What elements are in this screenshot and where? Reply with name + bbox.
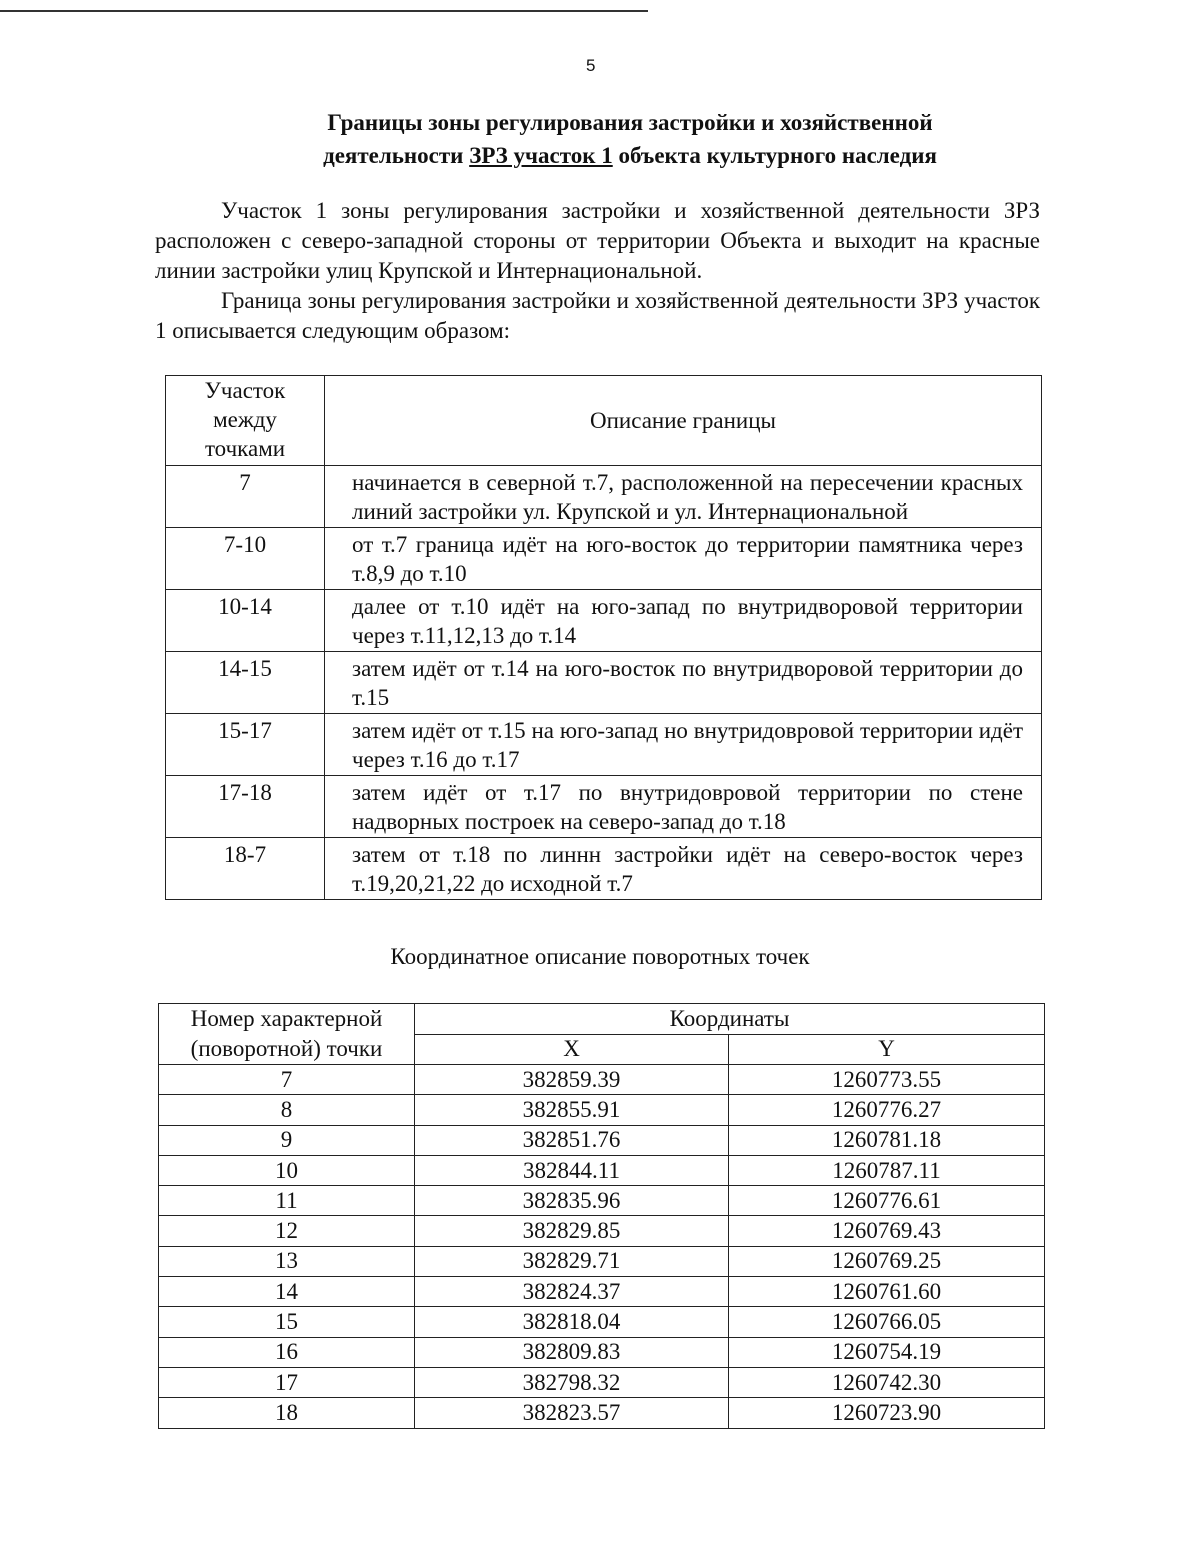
x-coordinate-cell: 382844.11 xyxy=(415,1155,729,1185)
table-row xyxy=(159,1398,1045,1428)
document-title xyxy=(150,106,1110,172)
x-coordinate-cell: 382829.85 xyxy=(415,1216,729,1246)
y-coordinate-cell: 1260766.05 xyxy=(729,1307,1045,1337)
table-row xyxy=(159,1367,1045,1397)
y-coordinate-cell: 1260742.30 xyxy=(729,1367,1045,1397)
table-row xyxy=(166,528,1042,590)
point-number-cell: 16 xyxy=(159,1337,415,1367)
table-row xyxy=(159,1307,1045,1337)
section-cell: 14-15 xyxy=(166,652,325,714)
section-cell: 7-10 xyxy=(166,528,325,590)
y-coordinate-cell: 1260754.19 xyxy=(729,1337,1045,1367)
point-number-cell: 8 xyxy=(159,1095,415,1125)
description-cell: начинается в северной т.7, расположенной на пересечении красных линий застройки ул. Крупской и ул. Интернациональной xyxy=(325,466,1042,528)
section-cell: 15-17 xyxy=(166,714,325,776)
coordinates-caption: Координатное описание поворотных точек xyxy=(390,944,810,969)
paragraph-location: Участок 1 зоны регулирования застройки и хозяйственной деятельности ЗРЗ расположен с северо-западной стороны от территории Объекта и выходит на красные линии застройки улиц Крупской и Интернациональной. xyxy=(155,198,1040,283)
header-section-line: точками xyxy=(204,436,286,461)
table-row xyxy=(166,590,1042,652)
section-cell: 10-14 xyxy=(166,590,325,652)
coordinates-table xyxy=(158,1003,1045,1429)
x-coordinate-cell: 382855.91 xyxy=(415,1095,729,1125)
header-boundary-description: Описание границы xyxy=(325,376,1042,466)
x-coordinate-cell: 382818.04 xyxy=(415,1307,729,1337)
header-y: Y xyxy=(729,1034,1045,1065)
point-number-cell: 18 xyxy=(159,1398,415,1428)
coordinates-body xyxy=(159,1065,1045,1429)
page-number: 5 xyxy=(586,56,596,75)
y-coordinate-cell: 1260769.43 xyxy=(729,1216,1045,1246)
point-number-cell: 14 xyxy=(159,1277,415,1307)
table-row xyxy=(166,776,1042,838)
table-row xyxy=(159,1155,1045,1185)
title-line-2 xyxy=(150,139,1110,172)
table-row xyxy=(166,714,1042,776)
x-coordinate-cell: 382851.76 xyxy=(415,1125,729,1155)
y-coordinate-cell: 1260761.60 xyxy=(729,1277,1045,1307)
title-underlined-zone: ЗРЗ участок 1 xyxy=(469,143,613,168)
point-number-cell: 10 xyxy=(159,1155,415,1185)
table-row xyxy=(159,1065,1045,1095)
point-number-cell: 9 xyxy=(159,1125,415,1155)
x-coordinate-cell: 382824.37 xyxy=(415,1277,729,1307)
description-cell: от т.7 граница идёт на юго-восток до территории памятника через т.8,9 до т.10 xyxy=(325,528,1042,590)
x-coordinate-cell: 382859.39 xyxy=(415,1065,729,1095)
description-cell: затем идёт от т.14 на юго-восток по внутридворовой территории до т.15 xyxy=(325,652,1042,714)
point-number-cell: 11 xyxy=(159,1186,415,1216)
section-cell: 7 xyxy=(166,466,325,528)
header-point-line-2: (поворотной) точки xyxy=(190,1036,383,1061)
y-coordinate-cell: 1260776.61 xyxy=(729,1186,1045,1216)
header-section-line: между xyxy=(213,407,277,432)
table-row xyxy=(166,838,1042,900)
table-row xyxy=(159,1277,1045,1307)
x-coordinate-cell: 382835.96 xyxy=(415,1186,729,1216)
header-section-between-points xyxy=(166,376,325,466)
point-number-cell: 13 xyxy=(159,1246,415,1276)
table-row xyxy=(159,1125,1045,1155)
header-x: X xyxy=(415,1034,729,1065)
header-section-line: Участок xyxy=(204,378,286,403)
y-coordinate-cell: 1260776.27 xyxy=(729,1095,1045,1125)
title-line-1: Границы зоны регулирования застройки и хозяйственной xyxy=(327,110,933,135)
x-coordinate-cell: 382798.32 xyxy=(415,1367,729,1397)
table-row xyxy=(159,1186,1045,1216)
point-number-cell: 15 xyxy=(159,1307,415,1337)
y-coordinate-cell: 1260787.11 xyxy=(729,1155,1045,1185)
header-point-number xyxy=(159,1004,415,1065)
point-number-cell: 12 xyxy=(159,1216,415,1246)
description-cell: затем идёт от т.17 по внутридовровой территории по стене надворных построек на северо-запад до т.18 xyxy=(325,776,1042,838)
x-coordinate-cell: 382809.83 xyxy=(415,1337,729,1367)
point-number-cell: 17 xyxy=(159,1367,415,1397)
y-coordinate-cell: 1260781.18 xyxy=(729,1125,1045,1155)
title-line-2-post: объекта культурного наследия xyxy=(612,143,937,168)
table-row xyxy=(159,1216,1045,1246)
table-row xyxy=(166,466,1042,528)
section-cell: 17-18 xyxy=(166,776,325,838)
boundary-description-table xyxy=(165,375,1042,900)
description-cell: затем идёт от т.15 на юго-запад но внутридовровой территории идёт через т.16 до т.17 xyxy=(325,714,1042,776)
description-cell: далее от т.10 идёт на юго-запад по внутридворовой территории через т.11,12,13 до т.14 xyxy=(325,590,1042,652)
point-number-cell: 7 xyxy=(159,1065,415,1095)
y-coordinate-cell: 1260723.90 xyxy=(729,1398,1045,1428)
description-cell: затем от т.18 по линнн застройки идёт на северо-восток через т.19,20,21,22 до исходной т.7 xyxy=(325,838,1042,900)
paragraph-description-intro: Граница зоны регулирования застройки и хозяйственной деятельности ЗРЗ участок 1 описывается следующим образом: xyxy=(155,288,1040,343)
title-line-2-pre: деятельности xyxy=(323,143,470,168)
y-coordinate-cell: 1260769.25 xyxy=(729,1246,1045,1276)
boundary-table-header-row xyxy=(166,376,1042,466)
table-row xyxy=(159,1246,1045,1276)
x-coordinate-cell: 382823.57 xyxy=(415,1398,729,1428)
header-point-line-1: Номер характерной xyxy=(190,1006,383,1031)
table-row xyxy=(166,652,1042,714)
table-row xyxy=(159,1095,1045,1125)
top-rule xyxy=(0,10,648,12)
section-cell: 18-7 xyxy=(166,838,325,900)
x-coordinate-cell: 382829.71 xyxy=(415,1246,729,1276)
y-coordinate-cell: 1260773.55 xyxy=(729,1065,1045,1095)
coordinates-header-row xyxy=(159,1004,1045,1035)
header-coordinates: Координаты xyxy=(415,1004,1045,1035)
table-row xyxy=(159,1337,1045,1367)
